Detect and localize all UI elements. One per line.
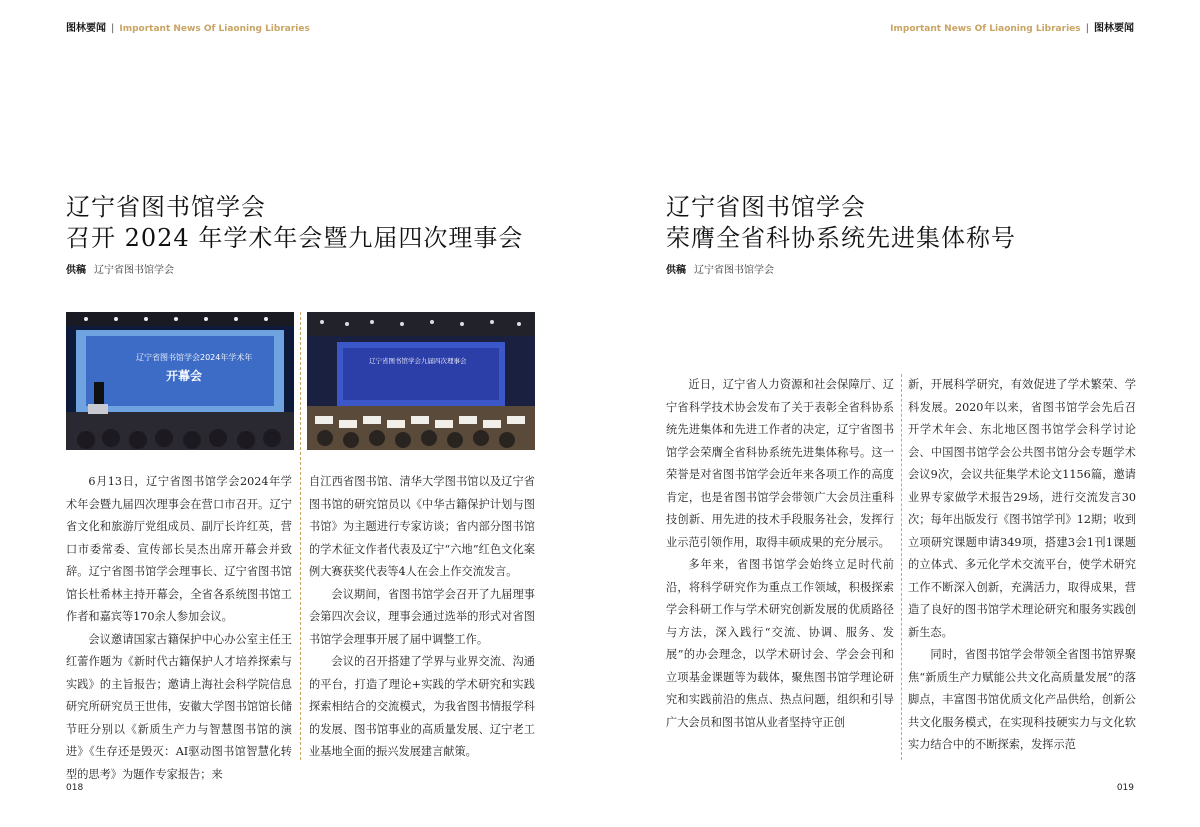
article-title [666,192,1016,254]
paragraph: 新，开展科学研究，有效促进了学术繁荣、学科发展。2020年以来，省图书馆学会先后召开学术年会、东北地区图书馆学会科学讨论会、中国图书馆学会公共图书馆分会专题学术会议9次，会议共征集学术论文1156篇，邀请业界专家做学术报告29场，进行交流发言30次；每年出版发行《图书馆学刊》12期；收到立项研究课题申请349项，搭建3会1刊1课题的立体式、多元化学术交流平台，使学术研究工作不断深入创新，充满活力，取得成果，营造了良好的图书馆学术理论研究和服务实践创新生态。 [908,378,1136,639]
header-english: Important News Of Liaoning Libraries [890,24,1081,34]
paragraph: 6月13日，辽宁省图书馆学会2024年学术年会暨九届四次理事会在营口市召开。辽宁省文化和旅游厅党组成员、副厅长许红英，营口市委常委、宣传部长吴杰出席开幕会并致辞。辽宁省图书馆学会理事长、辽宁省图书馆馆长杜希林主持开幕会，全省各系统图书馆工作者和嘉宾等170余人参加会议。 [66,475,292,623]
byline-label: 供稿 [66,265,86,276]
column-divider [300,312,301,760]
page-number: 018 [66,783,84,793]
conference-photo-council [307,312,535,450]
screen-caption-2: 开幕会 [166,369,203,383]
screen-caption-3: 辽宁省图书馆学会九届四次理事会 [369,357,467,365]
body-column-1 [66,471,292,786]
title-line-1: 辽宁省图书馆学会 [66,193,266,221]
body-column-2 [309,471,535,764]
article-title [66,192,523,254]
title-line-2: 荣膺全省科协系统先进集体称号 [666,224,1016,252]
paragraph: 会议邀请国家古籍保护中心办公室主任王红蕾作题为《新时代古籍保护人才培养探索与实践》的主旨报告；邀请上海社会科学院信息研究所研究员王世伟，安徽大学图书馆馆长储节旺分别以《新质生产力与智慧图书馆的演进》《生存还是毁灭：AI驱动图书馆智慧化转型的思考》为题作专家报告；来 [66,632,292,781]
body-column-2 [908,374,1136,757]
byline-source: 辽宁省图书馆学会 [694,265,774,276]
byline-source: 辽宁省图书馆学会 [94,265,174,276]
running-header [890,22,1134,36]
paragraph: 同时，省图书馆学会带领全省图书馆界聚焦“新质生产力赋能公共文化高质量发展”的落脚点，丰富图书馆优质文化产品供给，创新公共文化服务模式，在实现科技硬实力与文化软实力结合中的不断探索，发挥示范 [908,648,1136,751]
paragraph: 会议期间，省图书馆学会召开了九届理事会第四次会议，理事会通过选举的形式对省图书馆学会理事开展了届中调整工作。 [309,587,535,646]
conference-photo-opening [66,312,294,450]
screen-caption-1: 辽宁省图书馆学会2024年学术年 [136,353,253,362]
section-name: 图林要闻 [66,23,106,34]
byline [666,264,774,278]
header-separator: | [1085,23,1089,34]
body-column-1 [666,374,894,734]
page-number: 019 [1116,783,1134,793]
paragraph: 多年来，省图书馆学会始终立足时代前沿，将科学研究作为重点工作领域，积极探索学会科研工作与学术研究创新发展的优质路径与方法，深入践行“交流、协调、服务、发展”的办会理念，以学术研讨会、学会会刊和立项基金课题等为载体，聚焦图书馆学理论研究和实践前沿的焦点、热点问题，组织和引导广大会员和图书馆从业者坚持守正创 [666,558,894,729]
title-line-1: 辽宁省图书馆学会 [666,193,866,221]
byline-label: 供稿 [666,265,686,276]
section-name: 图林要闻 [1094,23,1134,34]
paragraph: 会议的召开搭建了学界与业界交流、沟通的平台，打造了理论+实践的学术研究和实践探索相结合的交流模式，为我省图书情报学科的发展、图书馆事业的高质量发展、辽宁老工业基地全面的振兴发展建言献策。 [309,655,535,758]
running-header [66,22,310,36]
paragraph: 自江西省图书馆、清华大学图书馆以及辽宁省图书馆的研究馆员以《中华古籍保护计划与图书馆》为主题进行专家访谈；省内部分图书馆的学术征文作者代表及辽宁“六地”红色文化案例大赛获奖代表等4人在会上作交流发言。 [309,475,535,578]
column-divider [901,374,902,760]
right-page [600,0,1200,827]
paragraph: 近日，辽宁省人力资源和社会保障厅、辽宁省科学技术协会发布了关于表彰全省科协系统先进集体和先进工作者的决定，辽宁省图书馆学会荣膺全省科协系统先进集体称号。这一荣誉是对省图书馆学会近年来各项工作的高度肯定，也是省图书馆学会带领广大会员注重科技创新、用先进的技术手段服务社会，发挥行业示范引领作用，取得丰硕成果的充分展示。 [666,378,894,549]
byline [66,264,174,278]
header-english: Important News Of Liaoning Libraries [119,24,310,34]
header-separator: | [111,23,115,34]
title-line-2: 召开 2024 年学术年会暨九届四次理事会 [66,224,524,252]
